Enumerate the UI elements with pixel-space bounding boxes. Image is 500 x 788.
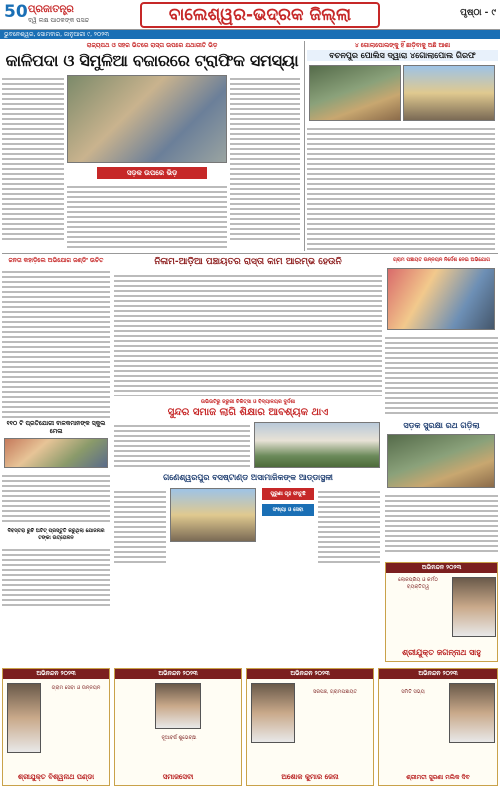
story-3-kicker: ଉଭିଉଟିରୁ ଜରୁରୀ ଚିକିତ୍ସା ଓ ବିଦ୍ୟାଳୟର ଦୁର୍ଦ୍ଦଶା (200, 399, 296, 405)
greeting-label: ଅଭିନନ୍ଦନ ୨୦୨୩ (247, 669, 373, 679)
greeting-label: ଅଭିନନ୍ଦନ ୨୦୨୩ (115, 669, 241, 679)
lead-photo[interactable] (67, 75, 227, 163)
story-4-body-left (114, 488, 166, 582)
story-2-main (114, 256, 382, 396)
story-4-tag-1: ପୁରୁଣା ଗୃହ ଫାଟୁଛି (262, 488, 314, 500)
story-4-photo[interactable] (170, 488, 256, 542)
story-4-right-photo[interactable] (387, 434, 495, 488)
story-3-body (114, 422, 250, 470)
greeting-portrait (155, 683, 201, 729)
greeting-ad-3[interactable] (246, 668, 374, 786)
story-4-left-head[interactable]: ଦିବସ୍ତରା ରୁଚି ଅଟିଟ୍ ପ୍ରସ୍ତୁତି କରୁଥିଲା ଯୋଜନାର ଟଙ୍କା ଉତ୍ତୋଳନ (7, 528, 105, 541)
story-3-left-body (2, 472, 110, 525)
story-4 (114, 472, 382, 582)
greeting-ad-1[interactable] (2, 668, 110, 786)
dateline: ଭୁବନେଶ୍ୱର, ସୋମବାର, ଜାନୁଆରୀ ୯, ୨୦୨୩ (0, 30, 500, 39)
story-2-kicker: ଜନତା କହାଡ଼ିଲେ ଅଭିଯୋଗ ଜଣ୍ଡିଂ ଉଚିତ (8, 257, 104, 264)
lead-body-left (2, 75, 64, 251)
right-top-story (307, 41, 498, 251)
story-4-right-head[interactable]: ସଡ଼କ ସୁରକ୍ଷା ରଥ ଗଡ଼ିଲା (403, 421, 480, 430)
right-top-body (307, 125, 495, 251)
story-3 (114, 398, 382, 470)
right-top-kicker: ୪ ଗୋଲାପୋଲଙ୍କୁ ହିଁ ଛାଡ଼ିବାକୁ ଅଛି ଆଶା (354, 42, 451, 49)
story-2-headline[interactable]: ନିଳାମ-ଆଡ଼ିଆ ପଞ୍ଚାୟତର ରାସ୍ତା କାମ ଆରମ୍ଭ ହେଉନି (154, 257, 342, 267)
lead-body-right (230, 75, 300, 251)
lead-body-bottom (67, 183, 227, 251)
brand-tagline: ଦ୍ୱି ଲକ୍ଷ ପାଠକଙ୍କ ପସନ୍ଦ (28, 17, 90, 24)
greeting-portrait (251, 683, 295, 743)
greeting-portrait (7, 683, 41, 753)
lead-kicker: ରାଜ୍ୟପଥ ଓ ସହର ଭିତରେ ରାସ୍ତା ଉପରେ ଯଥାରୀତି ଭିଡ଼ (86, 42, 218, 49)
story-3-headline[interactable]: ସୁନ୍ଦର ସମାଜ ଲାଗି ଶିକ୍ଷାର ଆବଶ୍ୟକ ଥାଏ (167, 407, 329, 418)
greeting-portrait (452, 577, 496, 637)
greeting-name: ଅଶୋକ କୁମାର ଜେନା (281, 773, 339, 781)
greeting-name: ଶ୍ରୀଯୁକ୍ତ ଜଗନ୍ନାଥ ସାହୁ (402, 648, 481, 657)
story-2-left (2, 256, 110, 418)
story-4-left-body (2, 546, 110, 608)
greeting-detail: ନୂଆବର୍ଷ ଶୁଭେଚ୍ଛା (161, 735, 197, 741)
greeting-ad-2[interactable] (114, 668, 242, 786)
greeting-ad-4[interactable] (378, 668, 498, 786)
story-3-photo[interactable] (254, 422, 380, 468)
story-2-right-body (385, 334, 498, 418)
greeting-label: ଅଭିନନ୍ଦନ ୨୦୨୩ (386, 563, 497, 573)
lead-subhead: ସଡ଼କ ଉପରେ ଭିଡ଼ (97, 167, 207, 179)
story-4-right (385, 420, 498, 560)
story-4-body-right (318, 488, 380, 582)
greeting-detail: ସରପଞ୍ଚ, ଗ୍ରାମପଞ୍ଚାୟତ (312, 689, 358, 695)
story-2-right (385, 256, 498, 418)
greeting-detail: ଗ୍ରାମ ସେବା ଓ ଉନ୍ନୟନ (51, 685, 101, 691)
greeting-label: ଅଭିନନ୍ଦନ ୨୦୨୩ (3, 669, 109, 679)
story-3-left (2, 420, 110, 525)
story-4-headline[interactable]: ଗଣେଶ୍ୱରପୁର ବସଷ୍ଟାଣ୍ଡ ଅସାମାଜିକଙ୍କ ଆଡ୍ଡାସ୍ଥଳୀ (163, 473, 333, 482)
story-4-tag-2: ସଂଖ୍ୟା ଓ ସେବା (262, 504, 314, 516)
right-top-headline[interactable]: ବଚନପୁର ପୋଲିସ ଦ୍ୱାରା ୪ଗୋଲାପୋଲ ଗିରଫ (307, 50, 498, 61)
logo-number: 50 (4, 2, 28, 22)
story-2-left-body (2, 268, 110, 418)
greeting-name: ଶ୍ରୀଯୁକ୍ତ ବିଶ୍ୱନାଥ ପଣ୍ଡା (17, 773, 95, 781)
greeting-portrait (449, 683, 495, 743)
lead-story (2, 41, 302, 251)
right-top-photo[interactable] (309, 65, 401, 121)
story-4-right-body (385, 492, 498, 560)
right-top-photo-2[interactable] (403, 65, 495, 121)
greeting-ad-right-top[interactable] (385, 562, 498, 662)
greeting-name: ଶ୍ରୀମତୀ ସୁରଣା ମଲିକ ଦିବ (406, 774, 470, 781)
greeting-name: ସମାଜସେବୀ (162, 773, 194, 781)
greeting-detail: ଲୋକପ୍ରିୟ ଓ କର୍ମଠ ବ୍ୟକ୍ତିତ୍ୱ (398, 577, 438, 590)
greeting-label: ଅଭିନନ୍ଦନ ୨୦୨୩ (379, 669, 497, 679)
story-3-left-photo[interactable] (4, 438, 108, 468)
lead-headline[interactable]: କାଳିପଦା ଓ ସିମୁଳିଆ ବଜାରରେ ଟ୍ରାଫିକ ସମସ୍ୟା (5, 51, 299, 70)
story-2-body (114, 272, 382, 396)
story-3-left-head[interactable]: ୧୧୦ ଟି ପ୍ରତିଯୋଗୀ ବାଳକମାନଙ୍କ ସ୍କୁଲ ମେଳା (6, 420, 106, 435)
masthead (0, 0, 500, 30)
story-2-right-photo[interactable] (387, 268, 495, 330)
brand-name: ପ୍ରଜାତନ୍ତ୍ର (28, 4, 74, 15)
newspaper-logo[interactable] (4, 2, 94, 28)
edition-title: ବାଲେଶ୍ୱର-ଭଦ୍ରକ ଜିଲ୍ଲା (140, 2, 380, 28)
page-number: ପୃଷ୍ଠା - ୯ (460, 8, 496, 18)
greeting-detail: ସମିତି ସଭ୍ୟ (401, 689, 425, 695)
story-2-kicker-right: ଗ୍ରାମ ପଞ୍ଚାୟତ ଉନ୍ନୟନ ନିର୍ଦ୍ଦେଶ ନେଇ ଅଭିଯୋଗ (393, 257, 490, 263)
story-4-left (2, 528, 110, 608)
